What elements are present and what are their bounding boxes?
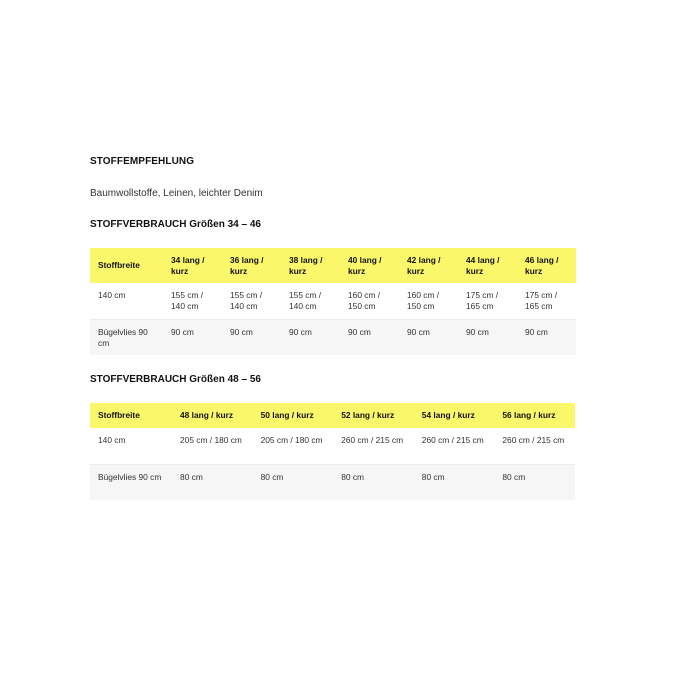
table-cell: 175 cm / 165 cm [525,290,558,311]
table-cell: 90 cm [340,319,399,355]
table-cell: 155 cm / 140 cm [289,290,322,311]
table-cell: 175 cm / 165 cm [466,290,499,311]
table-cell: 260 cm / 215 cm [502,435,565,445]
table-header-row [90,248,576,283]
table1-title: STOFFVERBRAUCH Größen 34 – 46 [90,219,261,230]
table-cell: 90 cm [281,319,340,355]
column-header: Stoffbreite [98,260,140,270]
table-row [90,428,575,464]
table-cell: 80 cm [333,464,414,500]
column-header: Stoffbreite [98,410,140,420]
table-cell: 90 cm [458,319,517,355]
table-cell: 260 cm / 215 cm [421,435,484,445]
column-header: 44 lang / kurz [466,254,500,276]
column-header: 56 lang / kurz [502,410,556,420]
fabric-consumption-table-48-56 [90,403,575,500]
table-cell: 205 cm / 180 cm [180,435,242,445]
table-cell: 155 cm / 140 cm [230,290,263,311]
table-cell: 90 cm [163,319,222,355]
table-cell: 155 cm / 140 cm [171,290,204,311]
table-row [90,283,576,319]
column-header: 34 lang / kurz [171,254,205,276]
table-cell: 90 cm [517,319,576,355]
fabric-recommendation-heading: STOFFEMPFEHLUNG [90,156,195,167]
table-row [90,464,575,500]
table-header-row [90,403,575,428]
table-cell: 140 cm [98,290,126,300]
column-header: 46 lang / kurz [525,254,559,276]
fabric-recommendation-text: Baumwollstoffe, Leinen, leichter Denim [90,188,263,199]
column-header: 48 lang / kurz [180,410,234,420]
table-cell: 80 cm [172,464,253,500]
table-cell: Bügelvlies 90 cm [90,319,163,355]
column-header: 40 lang / kurz [348,254,382,276]
table-cell: 80 cm [253,464,334,500]
table-cell: 160 cm / 150 cm [407,290,440,311]
table-cell: Bügelvlies 90 cm [90,464,172,500]
column-header: 38 lang / kurz [289,254,323,276]
column-header: 54 lang / kurz [421,410,475,420]
table-cell: 90 cm [222,319,281,355]
table2-title: STOFFVERBRAUCH Größen 48 – 56 [90,374,261,385]
table-cell: 140 cm [98,435,126,445]
table-row [90,319,576,355]
fabric-consumption-table-34-46 [90,248,576,355]
table-cell: 160 cm / 150 cm [348,290,381,311]
column-header: 50 lang / kurz [260,410,314,420]
table-cell: 260 cm / 215 cm [341,435,404,445]
column-header: 52 lang / kurz [341,410,395,420]
table-cell: 80 cm [494,464,575,500]
table-cell: 80 cm [414,464,495,500]
table-cell: 205 cm / 180 cm [260,435,323,445]
column-header: 42 lang / kurz [407,254,441,276]
table-cell: 90 cm [399,319,458,355]
column-header: 36 lang / kurz [230,254,264,276]
